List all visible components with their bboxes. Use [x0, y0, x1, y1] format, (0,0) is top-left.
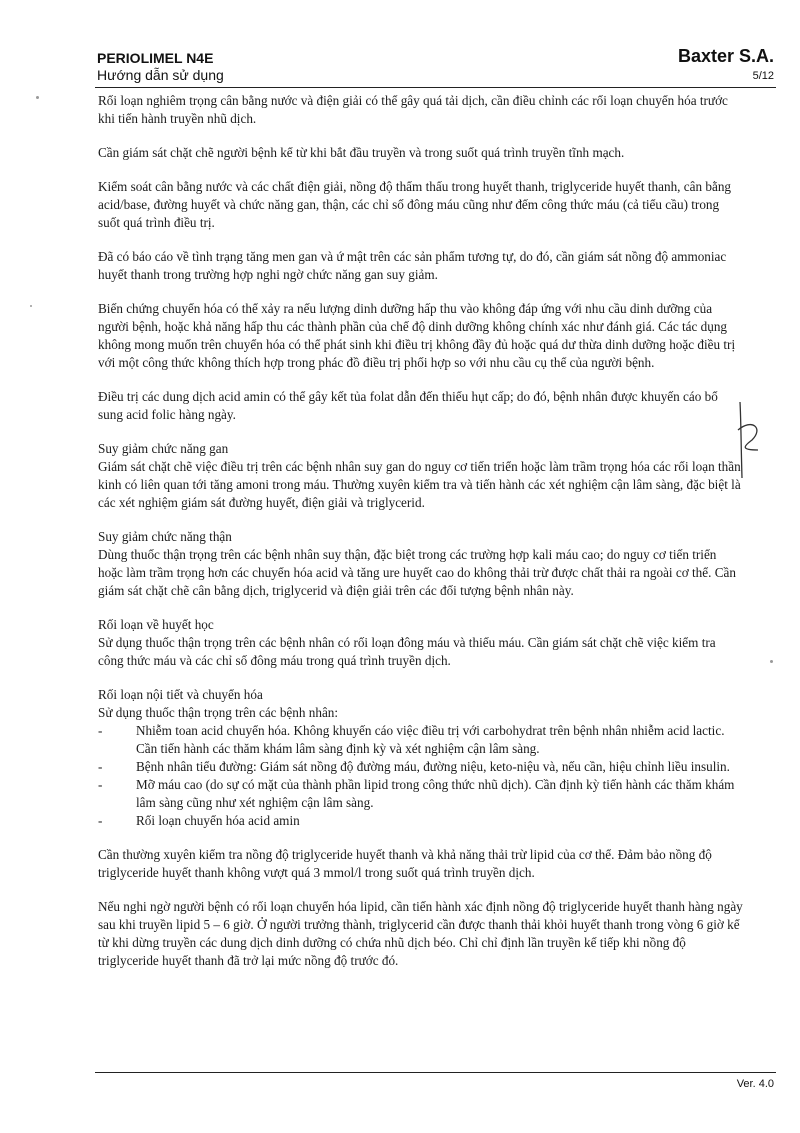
product-name: PERIOLIMEL N4E — [97, 50, 214, 66]
section-endocrine — [98, 686, 743, 830]
paragraph-folate: Điều trị các dung dịch acid amin có thể gây kết tủa folat dẫn đến thiếu hụt cấp; do đó, bệnh nhân được khuyến cáo bổ sung acid folic hàng ngày. — [98, 389, 718, 422]
list-dash: - — [98, 723, 103, 738]
version-label: Ver. 4.0 — [736, 1078, 774, 1090]
section-title-kidney: Suy giảm chức năng thận — [98, 529, 232, 544]
list-item-text: Nhiễm toan acid chuyển hóa. Không khuyến cáo việc điều trị với carbohydrat trên bệnh nhân nhiễm acid lactic. Cần tiến hành các thăm khám lâm sàng định kỳ và xét nghiệm cận lâm sàng. — [136, 723, 725, 756]
list-dash: - — [98, 777, 103, 792]
list-item-text: Rối loạn chuyển hóa acid amin — [136, 813, 300, 828]
list-item-text: Mỡ máu cao (do sự có mặt của thành phần lipid trong công thức nhũ dịch). Cần định kỳ tiến hành các thăm khám lâm sàng cũng như xét nghiệm cận lâm sàng. — [136, 777, 735, 810]
section-text-liver: Giám sát chặt chẽ việc điều trị trên các bệnh nhân suy gan do nguy cơ tiến triển hoặc làm trầm trọng hóa các rối loạn thần kinh có liên quan tới tăng amoni trong máu. Thường xuyên kiểm tra và tiến hành các xét nghiệm cận lâm sàng, đặc biệt là các xét nghiệm giám sát đường huyết, điện giải và triglycerid. — [98, 459, 741, 510]
section-intro-endocrine: Sử dụng thuốc thận trọng trên các bệnh nhân: — [98, 705, 339, 720]
paragraph-lipid-disorder: Nếu nghi ngờ người bệnh có rối loạn chuyển hóa lipid, cần tiến hành xác định nồng độ triglyceride huyết thanh hàng ngày sau khi truyền lipid 5 – 6 giờ. Ở người trưởng thành, triglycerid cần được thanh thải khỏi huyết thanh trong vòng 6 giờ kể từ khi dừng truyền các dung dịch dinh dưỡng có chứa nhũ dịch béo. Chỉ chỉ định lần truyền kế tiếp khi nồng độ triglyceride huyết thanh đã trở lại mức nồng độ trước đó. — [98, 899, 743, 968]
endocrine-list — [98, 722, 743, 830]
scan-mark — [36, 96, 39, 99]
section-title-blood: Rối loạn về huyết học — [98, 617, 214, 632]
paragraph-metabolic-complications: Biến chứng chuyển hóa có thể xảy ra nếu lượng dinh dưỡng hấp thu vào không đáp ứng với nhu cầu dinh dưỡng của người bệnh, hoặc khả năng hấp thu các thành phần của chế độ dinh dưỡng không chính xác như đánh giá. Các tác dụng không mong muốn trên chuyển hóa có thể phát sinh khi điều trị không đầy đủ hoặc quá dư thừa dinh dưỡng hoặc điều trị với một công thức không thích hợp trong phác đồ điều trị phối hợp so với nhu cầu cụ thể của người bệnh. — [98, 301, 736, 370]
section-title-endocrine: Rối loạn nội tiết và chuyển hóa — [98, 687, 263, 702]
document-subtitle: Hướng dẫn sử dụng — [97, 67, 224, 83]
section-text-blood: Sử dụng thuốc thận trọng trên các bệnh nhân có rối loạn đông máu và thiếu máu. Cần giám sát chặt chẽ việc kiểm tra công thức máu và các chỉ số đông máu trong quá trình truyền dịch. — [98, 635, 716, 668]
paragraph-control: Kiểm soát cân bằng nước và các chất điện giải, nồng độ thẩm thấu trong huyết thanh, triglyceride huyết thanh, cân bằng acid/base, đường huyết và chức năng gan, thận, các chỉ số đông máu cũng như đếm công thức máu (cả tiểu cầu) trong suốt quá trình điều trị. — [98, 179, 731, 230]
list-item — [98, 722, 743, 758]
list-item — [98, 758, 743, 776]
section-liver — [98, 440, 743, 512]
paragraph-fluid-balance: Rối loạn nghiêm trọng cân bằng nước và điện giải có thể gây quá tải dịch, cần điều chỉnh các rối loạn chuyển hóa trước khi tiến hành truyền nhũ dịch. — [98, 93, 728, 126]
page-number: 5/12 — [752, 70, 774, 82]
scan-mark — [30, 305, 32, 307]
paragraph-monitoring: Cần giám sát chặt chẽ người bệnh kể từ khi bắt đầu truyền và trong suốt quá trình truyền tĩnh mạch. — [98, 145, 625, 160]
section-text-kidney: Dùng thuốc thận trọng trên các bệnh nhân suy thận, đặc biệt trong các trường hợp kali máu cao; do nguy cơ tiến triển hoặc làm trầm trọng hơn các chuyển hóa acid và tăng ure huyết cao do không thải trừ được chất thải ra ngoài cơ thể. Cần giám sát chặt chẽ cân bằng dịch, triglycerid và điện giải trên các đối tượng bệnh nhân này. — [98, 547, 736, 598]
list-dash: - — [98, 759, 103, 774]
document-body — [98, 92, 743, 986]
list-item-text: Bệnh nhân tiểu đường: Giám sát nồng độ đường máu, đường niệu, keto-niệu và, nếu cần, hiệu chỉnh liều insulin. — [136, 759, 730, 774]
section-blood — [98, 616, 743, 670]
list-dash: - — [98, 813, 103, 828]
list-item — [98, 776, 743, 812]
document-header — [97, 50, 224, 84]
header-divider — [95, 87, 776, 88]
paragraph-liver-enzymes: Đã có báo cáo về tình trạng tăng men gan và ứ mật trên các sản phẩm tương tự, do đó, cần giám sát nồng độ ammoniac huyết thanh trong trường hợp nghi ngờ chức năng gan suy giảm. — [98, 249, 727, 282]
scan-mark — [770, 660, 773, 663]
handwritten-initials — [730, 400, 766, 480]
paragraph-triglyceride-monitoring: Cần thường xuyên kiểm tra nồng độ triglyceride huyết thanh và khả năng thải trừ lipid của cơ thể. Đảm bảo nồng độ triglyceride huyết thanh không vượt quá 3 mmol/l trong suốt quá trình truyền dịch. — [98, 847, 712, 880]
section-kidney — [98, 528, 743, 600]
footer-divider — [95, 1072, 776, 1073]
list-item — [98, 812, 743, 830]
company-name: Baxter S.A. — [677, 46, 774, 66]
section-title-liver: Suy giảm chức năng gan — [98, 441, 229, 456]
